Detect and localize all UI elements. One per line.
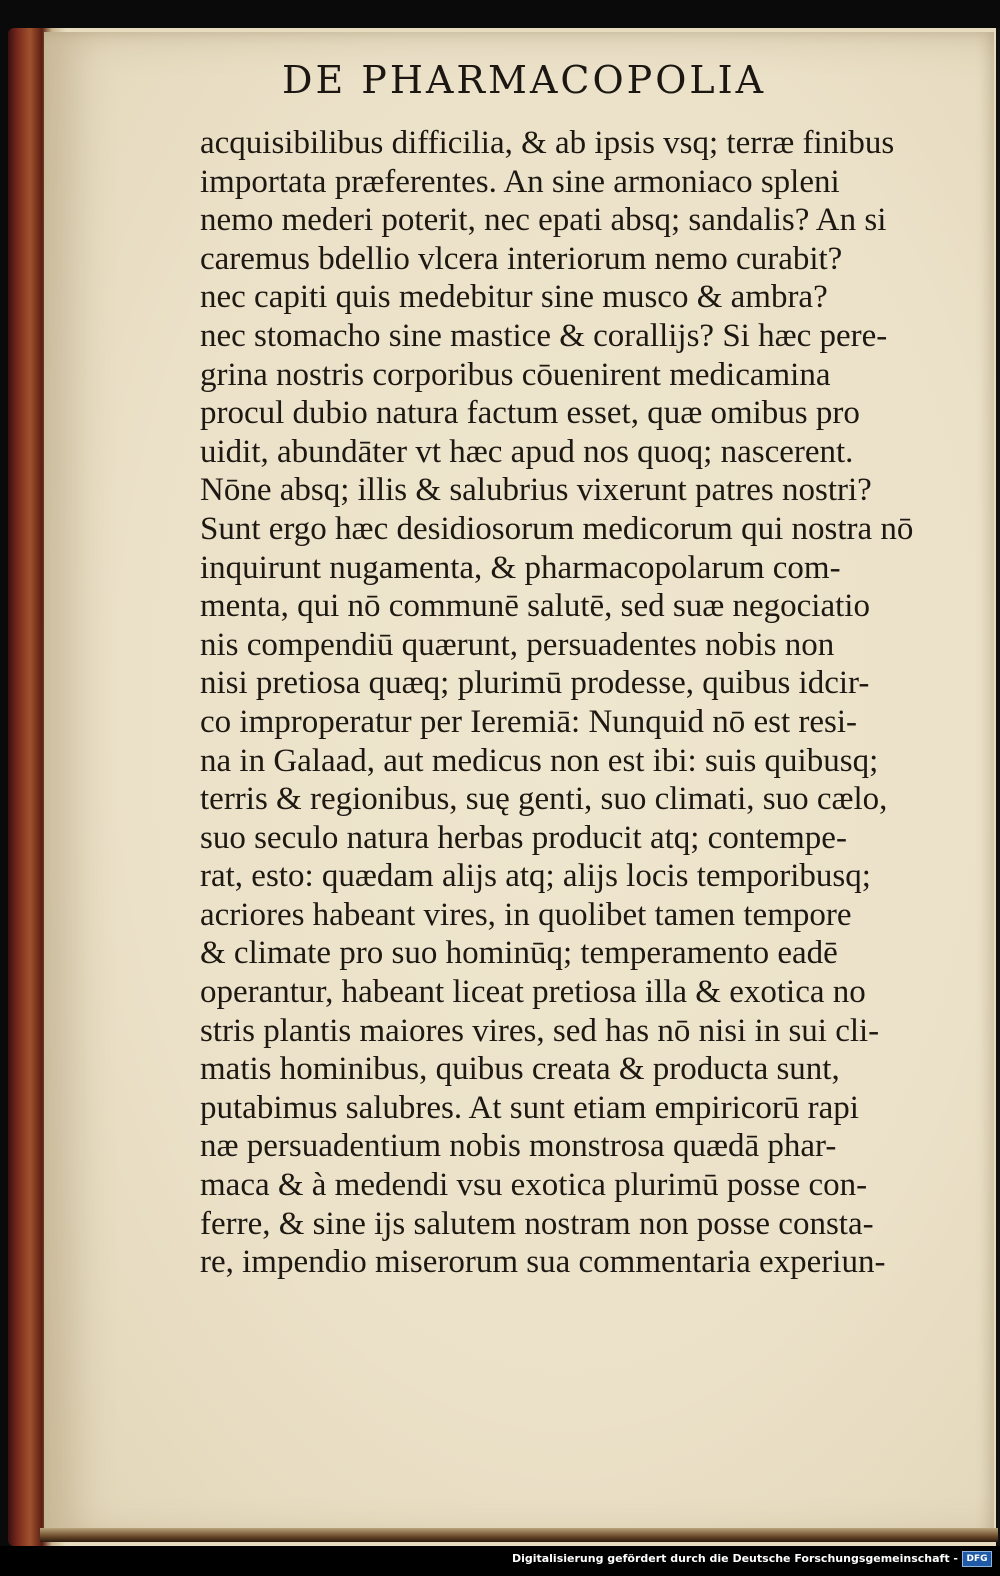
text-line: terris & regionibus, suę genti, suo climati, suo cælo, [200,781,888,818]
text-line: co improperatur per Ieremiā: Nunquid nō est resi- [200,703,858,740]
text-line: nec stomacho sine mastice & corallijs? Si hæc pere- [200,317,888,354]
text-line: matis hominibus, quibus creata & producta sunt, [200,1051,840,1088]
text-line: acquisibilibus difficilia, & ab ipsis vsq; terræ finibus [200,125,895,161]
text-line: næ persuadentium nobis monstrosa quædā phar- [200,1128,837,1165]
text-line: rat, esto: quædam alijs atq; alijs locis temporibusq; [200,858,871,895]
text-line: menta, qui nō communē salutē, sed suæ negociatio [200,588,870,625]
text-line: nis compendiū quærunt, persuadentes nobis non [200,626,835,663]
text-line: caremus bdellio vlcera interiorum nemo curabit? [200,240,843,277]
dfg-logo: DFG [962,1551,992,1567]
page-gutter [996,28,1000,1546]
text-line: nec capiti quis medebitur sine musco & ambra? [200,279,828,316]
text-line: nemo mederi poterit, nec epati absq; sandalis? An si [200,202,887,239]
text-line: acriores habeant vires, in quolibet tamen tempore [200,896,852,933]
text-line: Nōne absq; illis & salubrius vixerunt patres nostri? [200,472,872,509]
text-line: grina nostris corporibus cōuenirent medicamina [200,356,831,393]
text-line: re, impendio miserorum sua commentaria experiun- [200,1244,886,1281]
text-line: importata præferentes. An sine armoniaco spleni [200,163,840,200]
text-block [200,124,940,1282]
text-line: procul dubio natura factum esset, quæ omibus pro [200,395,860,432]
text-line: inquirunt nugamenta, & pharmacopolarum com- [200,549,841,586]
text-line: Sunt ergo hæc desidiosorum medicorum qui nostra nō [200,510,914,547]
text-line: maca & à medendi vsu exotica plurimū posse con- [200,1167,868,1204]
text-line: suo seculo natura herbas producit atq; contempe- [200,819,847,856]
text-line: stris plantis maiores vires, sed has nō nisi in sui cli- [200,1012,880,1049]
text-line: ferre, & sine ijs salutem nostram non posse consta- [200,1205,874,1242]
text-line: nisi pretiosa quæq; plurimū prodesse, quibus idcir- [200,665,870,702]
running-head: DE PHARMACOPOLIA [282,58,767,102]
text-line: operantur, habeant liceat pretiosa illa & exotica no [200,974,866,1011]
book-bottom-edge [40,1528,998,1542]
text-line: uidit, abundāter vt hæc apud nos quoq; nascerent. [200,433,854,470]
text-line: na in Galaad, aut medicus non est ibi: suis quibusq; [200,742,879,779]
funding-credit: Digitalisierung gefördert durch die Deutsche Forschungsgemeinschaft - [511,1552,958,1565]
text-line: & climate pro suo hominūq; temperamento eadē [200,935,838,972]
text-line: putabimus salubres. At sunt etiam empiricorū rapi [200,1089,859,1126]
